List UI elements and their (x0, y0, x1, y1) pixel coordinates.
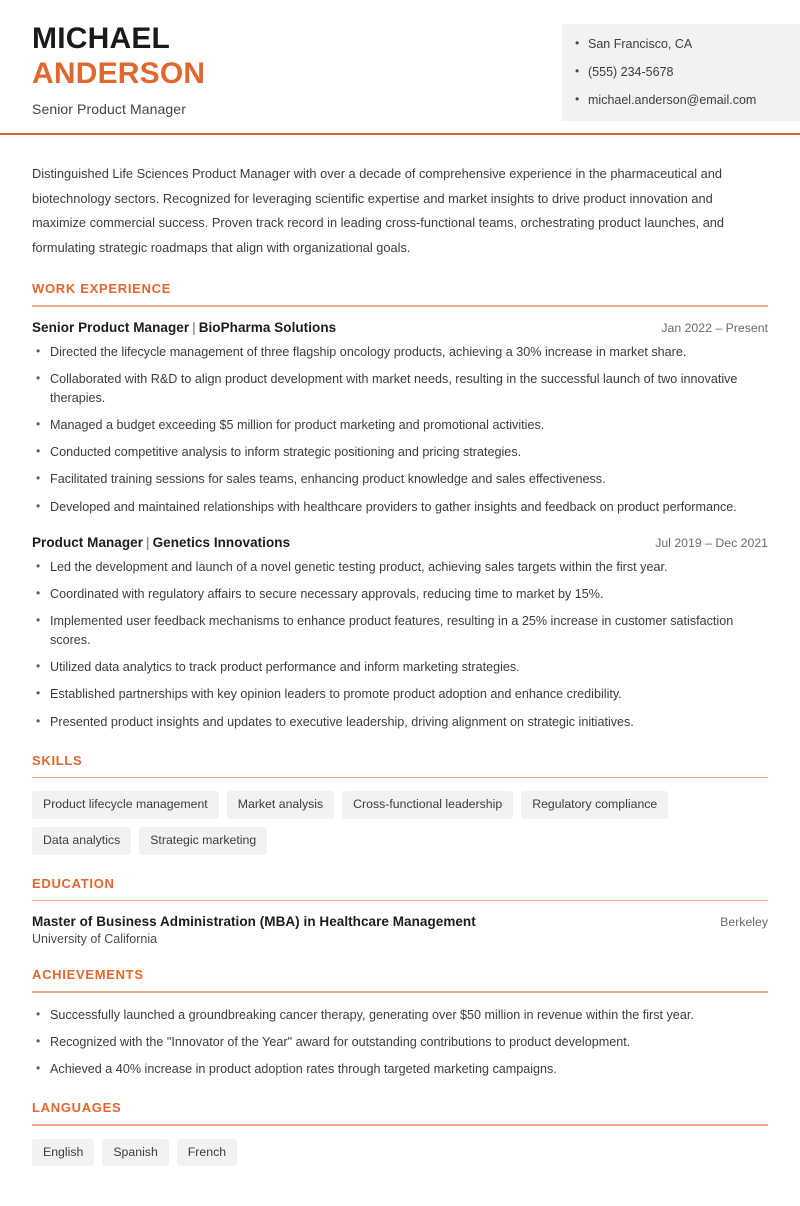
languages-tag-list (32, 1139, 768, 1167)
header-divider (0, 133, 800, 135)
education-degree: Master of Business Administration (MBA) in Healthcare Management (32, 914, 476, 930)
list-item: • Achieved a 40% increase in product adoption rates through targeted marketing campaigns. (32, 1060, 768, 1079)
list-item: • Directed the lifecycle management of three flagship oncology products, achieving a 30% increase in market share. (32, 343, 768, 362)
list-item: • Implemented user feedback mechanisms to enhance product features, resulting in a 25% increase in customer satisfaction scores. (32, 612, 768, 650)
section-title-work: WORK EXPERIENCE (32, 281, 172, 297)
section-languages (32, 1100, 768, 1166)
list-item: • Collaborated with R&D to align product development with market needs, resulting in the successful launch of two innovative therapies. (32, 370, 768, 408)
education-entry (32, 914, 768, 946)
job-entry (32, 320, 768, 517)
list-item: • Coordinated with regulatory affairs to secure necessary approvals, reducing time to market by 15%. (32, 585, 768, 604)
contact-item-location (572, 36, 786, 53)
language-tag: English (32, 1139, 94, 1167)
contact-list (572, 36, 786, 109)
contact-email-value: michael.anderson@email.com (588, 92, 757, 107)
section-title-education: EDUCATION (32, 875, 115, 891)
language-tag: French (177, 1139, 237, 1167)
section-education (32, 876, 768, 947)
skill-tag: Regulatory compliance (521, 791, 668, 819)
job-title-line (32, 320, 336, 335)
skill-tag: Data analytics (32, 827, 131, 855)
list-item: • Conducted competitive analysis to inform strategic positioning and pricing strategies. (32, 443, 768, 462)
section-rule-education (32, 900, 768, 902)
achievements-list (32, 1006, 768, 1079)
job-role: Senior Product Manager (32, 319, 190, 335)
contact-location-value: San Francisco, CA (588, 37, 693, 51)
skill-tag: Cross-functional leadership (342, 791, 513, 819)
list-item: • Facilitated training sessions for sales teams, enhancing product knowledge and sales effectiveness. (32, 470, 768, 489)
resume-content (0, 134, 800, 1166)
list-item: • Managed a budget exceeding $5 million for product marketing and promotional activities. (32, 416, 768, 435)
header-job-title: Senior Product Manager (32, 100, 186, 117)
education-school: University of California (32, 932, 158, 947)
contact-panel (562, 24, 800, 121)
job-company: BioPharma Solutions (198, 319, 337, 335)
job-dates: Jul 2019 – Dec 2021 (655, 535, 768, 550)
job-title-line (32, 535, 290, 550)
contact-item-email (572, 92, 786, 109)
list-item: • Developed and maintained relationships with healthcare providers to gather insights and feedback on product performance. (32, 498, 768, 517)
list-item: • Recognized with the "Innovator of the Year" award for outstanding contributions to product development. (32, 1033, 768, 1052)
job-bullets (32, 343, 768, 517)
job-separator: | (146, 534, 150, 550)
job-separator: | (192, 319, 196, 335)
list-item: • Led the development and launch of a novel genetic testing product, achieving sales targets within the first year. (32, 558, 768, 577)
skill-tag: Strategic marketing (139, 827, 267, 855)
skill-tag: Product lifecycle management (32, 791, 219, 819)
job-role: Product Manager (32, 534, 144, 550)
last-name: ANDERSON (32, 56, 206, 90)
job-dates: Jan 2022 – Present (661, 320, 768, 335)
education-location: Berkeley (720, 915, 768, 930)
section-title-skills: SKILLS (32, 752, 83, 768)
first-name: MICHAEL (32, 22, 171, 55)
section-rule-achievements (32, 991, 768, 993)
job-entry-header (32, 320, 768, 335)
list-item: • Successfully launched a groundbreaking cancer therapy, generating over $50 million in revenue within the first year. (32, 1006, 768, 1025)
section-rule-work (32, 305, 768, 307)
resume-header (0, 0, 800, 134)
section-title-languages: LANGUAGES (32, 1100, 122, 1116)
professional-summary: Distinguished Life Sciences Product Manager with over a decade of comprehensive experience in the pharmaceutical and biotechnology sectors. Recognized for leveraging scientific expertise and market insights to drive product innovation and maximize commercial success. Proven track record in leading cross-functional teams, orchestrating product launches, and formulating strategic roadmaps that align with organizational goals. (32, 166, 725, 255)
section-rule-skills (32, 777, 768, 779)
contact-item-phone (572, 64, 786, 81)
education-entry-header (32, 914, 768, 929)
section-skills (32, 753, 768, 855)
list-item: • Utilized data analytics to track product performance and inform marketing strategies. (32, 658, 768, 677)
skill-tag: Market analysis (227, 791, 334, 819)
section-work-experience (32, 281, 768, 731)
job-entry-header (32, 535, 768, 550)
list-item: • Presented product insights and updates to executive leadership, driving alignment on strategic initiatives. (32, 713, 768, 732)
job-company: Genetics Innovations (152, 534, 291, 550)
header-identity (0, 0, 205, 117)
section-title-achievements: ACHIEVEMENTS (32, 967, 144, 983)
contact-phone-value: (555) 234-5678 (588, 64, 674, 79)
job-entry (32, 535, 768, 732)
job-bullets (32, 558, 768, 732)
section-achievements (32, 967, 768, 1079)
list-item: • Established partnerships with key opinion leaders to promote product adoption and enhance credibility. (32, 685, 768, 704)
skills-tag-list (32, 791, 768, 855)
section-rule-languages (32, 1124, 768, 1126)
language-tag: Spanish (102, 1139, 168, 1167)
